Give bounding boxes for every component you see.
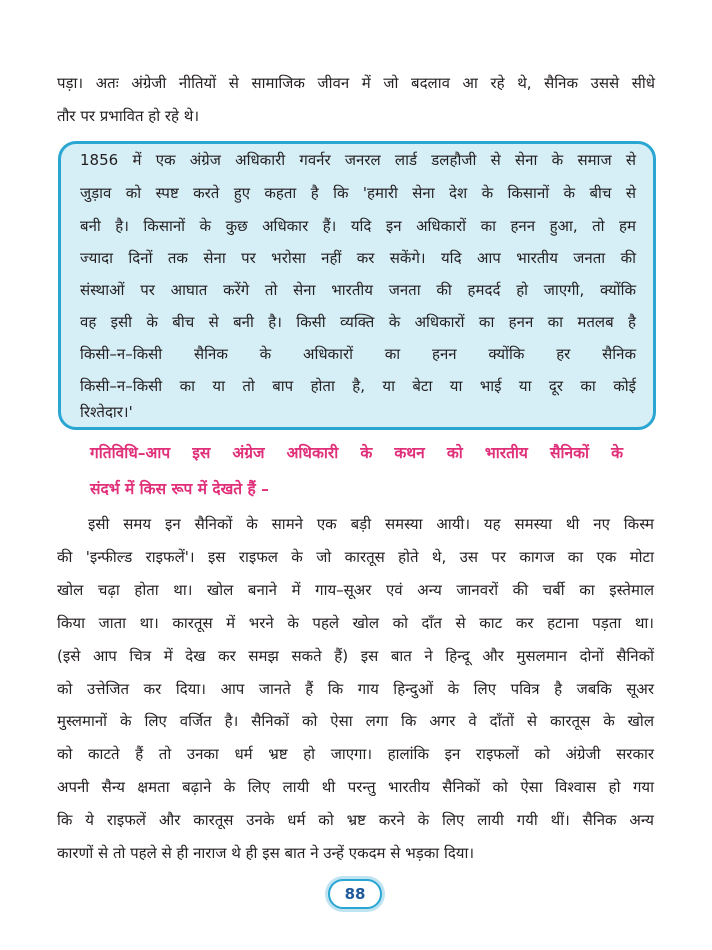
quote-line: संस्थाओं पर आघात करेंगे तो सेना भारतीय जनता की हमदर्द हो जाएगी, क्योंकि	[80, 281, 636, 299]
quote-line: किसी–न–किसी सैनिक के अधिकारों का हनन क्योंकि हर सैनिक	[80, 345, 636, 363]
body-line: को उत्तेजित कर दिया। आप जानते हैं कि गाय हिन्दुओं के लिए पवित्र है जबकि सूअर	[57, 680, 654, 698]
intro-line: तौर पर प्रभावित हो रहे थे।	[57, 107, 200, 125]
quote-line: वह इसी के बीच से बनी है। किसी व्यक्ति के अधिकारों का हनन का मतलब है	[80, 313, 636, 331]
body-line: मुस्लमानों के लिए वर्जित है। सैनिकों को ऐसा लगा कि अगर वे दाँतों से कारतूस के खोल	[57, 712, 654, 730]
page-number-badge	[328, 879, 382, 909]
quote-line: 1856 में एक अंग्रेज अधिकारी गवर्नर जनरल लार्ड डलहौजी से सेना के समाज से	[80, 151, 636, 169]
quote-line: रिश्तेदार।'	[80, 403, 133, 421]
body-line: कारणों से तो पहले से ही नाराज थे ही इस बात ने उन्हें एकदम से भड़का दिया।	[57, 844, 475, 862]
body-line: खोल चढ़ा होता था। खोल बनाने में गाय–सूअर एवं अन्य जानवरों की चर्बी का इस्तेमाल	[57, 581, 654, 599]
quote-line: ज्यादा दिनों तक सेना पर भरोसा नहीं कर सकेंगे। यदि आप भारतीय जनता की	[80, 249, 636, 267]
body-line: अपनी सैन्य क्षमता बढ़ाने के लिए लायी थी परन्तु भारतीय सैनिकों को ऐसा विश्वास हो गया	[57, 778, 654, 796]
body-line: की 'इन्फील्ड राइफलें'। इस राइफल के जो कारतूस होते थे, उस पर कागज का एक मोटा	[57, 548, 654, 566]
page-number: 88	[344, 885, 366, 903]
quote-line: जुड़ाव को स्पष्ट करते हुए कहता है कि 'हमारी सेना देश के किसानों के बीच से	[80, 184, 636, 202]
quote-line: बनी है। किसानों के कुछ अधिकार हैं। यदि इन अधिकारों का हनन हुआ, तो हम	[80, 217, 636, 235]
activity-line: गतिविधि–आप इस अंग्रेज अधिकारी के कथन को भारतीय सैनिकों के	[90, 444, 623, 462]
body-line: को काटते हैं तो उनका धर्म भ्रष्ट हो जाएगा। हालांकि इन राइफलों को अंग्रेजी सरकार	[57, 745, 654, 763]
activity-line: संदर्भ में किस रूप में देखते हैं –	[90, 480, 269, 498]
body-line: कि ये राइफलें और कारतूस उनके धर्म को भ्रष्ट करने के लिए लायी गयी थीं। सैनिक अन्य	[57, 811, 654, 829]
body-line: किया जाता था। कारतूस में भरने के पहले खोल को दाँत से काट कर हटाना पड़ता था।	[57, 614, 654, 632]
intro-line: पड़ा। अतः अंग्रेजी नीतियों से सामाजिक जीवन में जो बदलाव आ रहे थे, सैनिक उससे सीधे	[57, 74, 655, 92]
body-line: इसी समय इन सैनिकों के सामने एक बड़ी समस्या आयी। यह समस्या थी नए किस्म	[88, 515, 654, 533]
quote-line: किसी–न–किसी का या तो बाप होता है, या बेटा या भाई या दूर का कोई	[80, 377, 636, 395]
body-line: (इसे आप चित्र में देख कर समझ सकते हैं) इस बात ने हिन्दू और मुसलमान दोनों सैनिकों	[57, 647, 654, 665]
